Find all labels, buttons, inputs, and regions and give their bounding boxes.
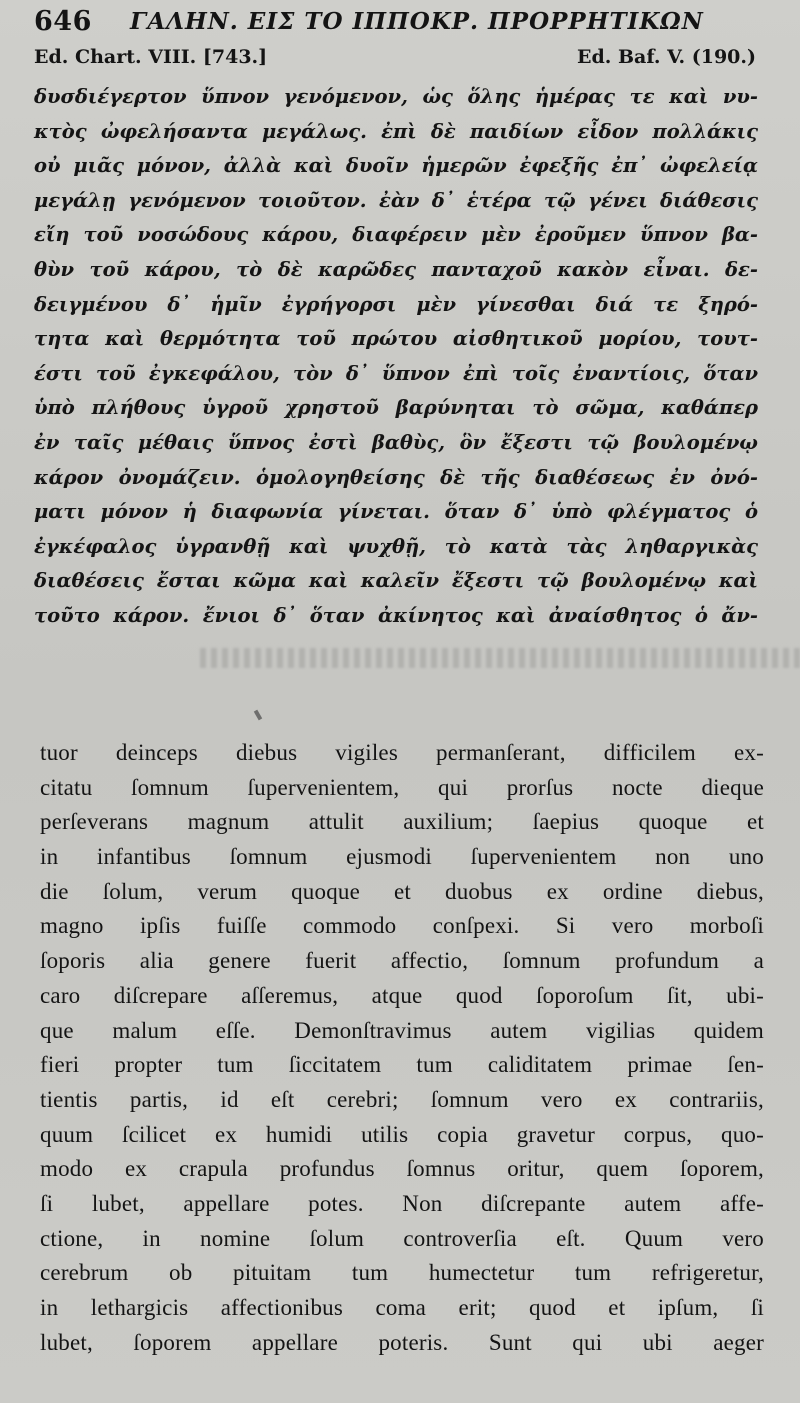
latin-line: fieri propter tum ſiccitatem tum caliditatem primae ſen- — [40, 1052, 764, 1078]
latin-line: in infantibus ſomnum ejusmodi ſupervenientem non uno — [40, 844, 764, 870]
latin-line: ſoporis alia genere fuerit affectio, ſomnum profundum a — [40, 948, 764, 974]
latin-line: in lethargicis affectionibus coma erit; quod et ipſum, ſi — [40, 1295, 764, 1320]
latin-line: modo ex crapula profundus ſomnus oritur, quem ſoporem, — [40, 1156, 764, 1182]
greek-line: ἐγκέφαλος ὑγρανθῇ καὶ ψυχθῇ, τὸ κατὰ τὰς ληθαργικὰς — [34, 534, 758, 558]
latin-line: tuor deinceps diebus vigiles permanſerant, difficilem ex- — [40, 740, 764, 765]
greek-line: μεγάλῃ γενόμενον τοιοῦτον. ἐὰν δ᾽ ἑτέρα τῷ γένει διάθεσις — [34, 188, 758, 212]
latin-line: caro diſcrepare aſſeremus, atque quod ſoporoſum ſit, ubi- — [40, 982, 764, 1008]
page-header — [34, 6, 774, 40]
greek-line: δυσδιέγερτον ὕπνον γενόμενον, ὡς ὅλης ἡμέρας τε καὶ νυ- — [34, 85, 758, 108]
edition-reference-chartier: Ed. Chart. VIII. [743.] — [34, 46, 268, 68]
edition-references — [34, 46, 756, 76]
greek-line: τοῦτο κάρον. ἔνιοι δ᾽ ὅταν ἀκίνητος καὶ ἀναίσθητος ὁ ἄν- — [34, 603, 758, 627]
greek-line: δειγμένου δ᾽ ἡμῖν ἐγρήγορσι μὲν γίνεσθαι διά τε ξηρό- — [34, 292, 758, 316]
greek-line: κάρον ὀνομάζειν. ὁμολογηθείσης δὲ τῆς διαθέσεως ἐν ὀνό- — [34, 465, 758, 489]
latin-line: tientis partis, id eſt cerebri; ſomnum vero ex contrariis, — [40, 1086, 764, 1112]
ink-speck — [254, 710, 262, 721]
latin-line: die ſolum, verum quoque et duobus ex ordine diebus, — [40, 878, 764, 904]
greek-line: ματι μόνον ἡ διαφωνία γίνεται. ὅταν δ᾽ ὑπὸ φλέγματος ὁ — [34, 500, 758, 524]
latin-line: ſi lubet, appellare potes. Non diſcrepante autem affe- — [40, 1190, 764, 1216]
latin-line: lubet, ſoporem appellare poteris. Sunt qui ubi aeger — [40, 1329, 764, 1355]
running-title: ΓΑΛΗΝ. ΕΙΣ ΤΟ ΙΠΠΟΚΡ. ΠΡΟΡΡΗΤΙΚΩΝ — [130, 8, 704, 35]
latin-line: que malum eſſe. Demonſtravimus autem vigilias quidem — [40, 1017, 764, 1043]
greek-text-block — [34, 80, 758, 634]
greek-line: διαθέσεις ἔσται κῶμα καὶ καλεῖν ἔξεστι τῷ βουλομένῳ καὶ — [34, 569, 758, 593]
latin-text-block — [40, 736, 764, 1360]
greek-line: εἴη τοῦ νοσώδους κάρου, διαφέρειν μὲν ἐροῦμεν ὕπνον βα- — [34, 223, 758, 247]
latin-line: ctione, in nomine ſolum controverſia eſt. Quum vero — [40, 1225, 764, 1251]
greek-line: κτὸς ὠφελήσαντα μεγάλως. ἐπὶ δὲ παιδίων εἶδον πολλάκις — [34, 119, 758, 143]
greek-line: τητα καὶ θερμότητα τοῦ πρώτου αἰσθητικοῦ μορίου, τουτ- — [34, 327, 758, 351]
greek-line: θὺν τοῦ κάρου, τὸ δὲ καρῶδες πανταχοῦ κακὸν εἶναι. δε- — [34, 257, 758, 281]
greek-line: οὐ μιᾶς μόνον, ἀλλὰ καὶ δυοῖν ἡμερῶν ἐφεξῆς ἐπ᾽ ὠφελείᾳ — [34, 154, 758, 178]
greek-line: έστι τοῦ ἐγκεφάλου, τὸν δ᾽ ὕπνον ἐπὶ τοῖς ἐναντίοις, ὅταν — [34, 361, 758, 385]
show-through-bleed — [200, 648, 800, 668]
page-number: 646 — [34, 6, 92, 37]
latin-line: perſeverans magnum attulit auxilium; ſaepius quoque et — [40, 809, 764, 835]
greek-line: ἐν ταῖς μέθαις ὕπνος ἐστὶ βαθὺς, ὃν ἔξεστι τῷ βουλομένῳ — [34, 430, 758, 454]
latin-line: cerebrum ob pituitam tum humectetur tum refrigeretur, — [40, 1260, 764, 1286]
latin-line: quum ſcilicet ex humidi utilis copia gravetur corpus, quo- — [40, 1121, 764, 1147]
latin-line: citatu ſomnum ſupervenientem, qui prorſus nocte dieque — [40, 774, 764, 800]
greek-line: ὑπὸ πλήθους ὑγροῦ χρηστοῦ βαρύνηται τὸ σῶμα, καθάπερ — [34, 396, 758, 420]
edition-reference-basel: Ed. Baf. V. (190.) — [577, 46, 756, 68]
latin-line: magno ipſis fuiſſe commodo conſpexi. Si vero morboſi — [40, 913, 764, 939]
